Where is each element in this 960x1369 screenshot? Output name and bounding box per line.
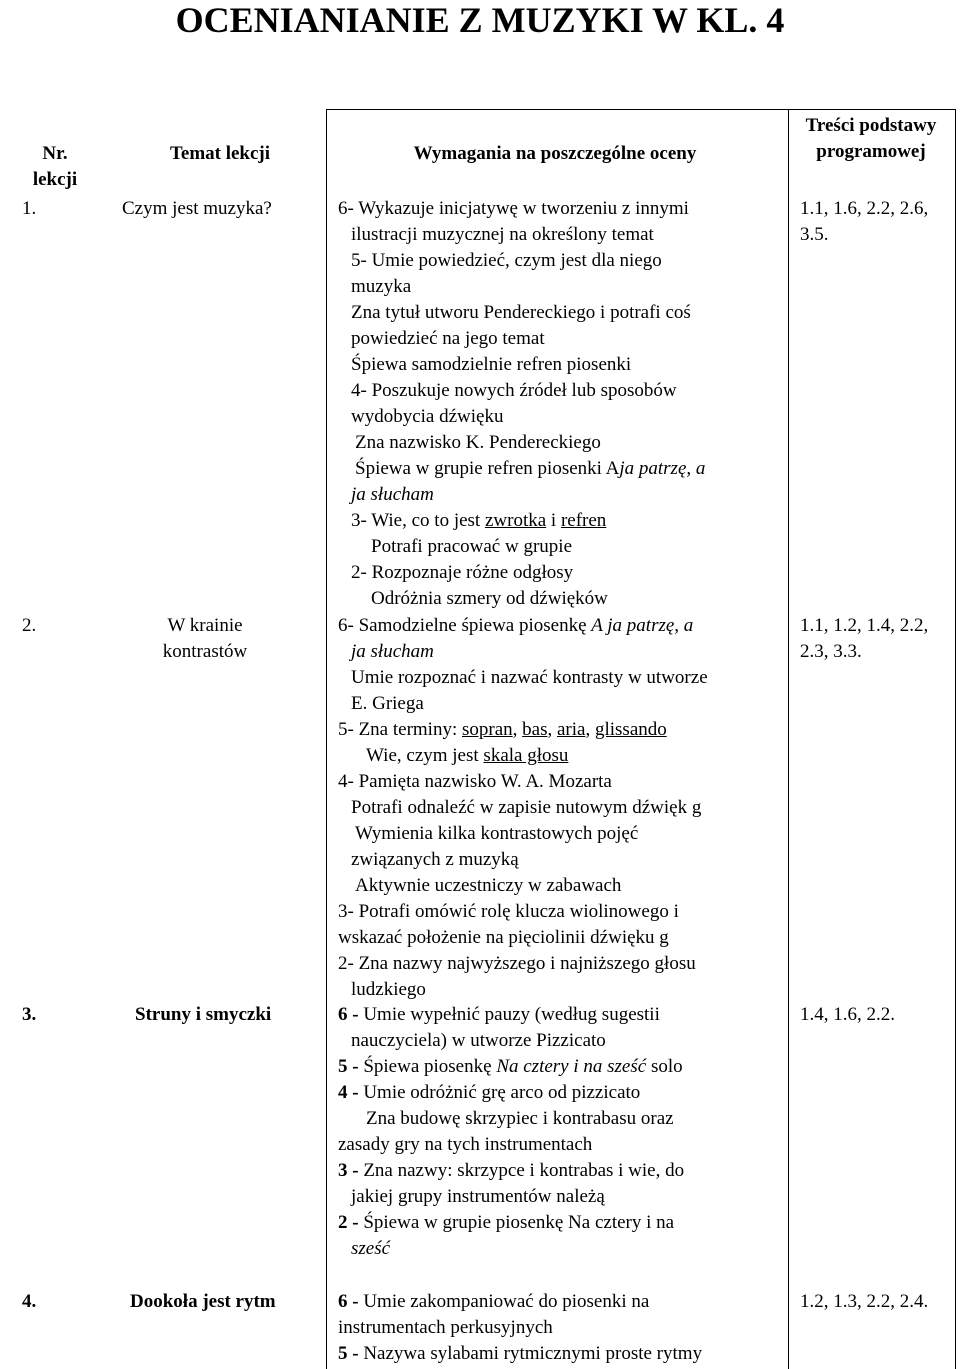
req-line: nauczyciela) w utworze Pizzicato [351, 1030, 606, 1051]
lesson-codes: 1.2, 1.3, 2.2, 2.4. [800, 1291, 929, 1312]
req-line [338, 639, 708, 665]
req-line: 6- Wykazuje inicjatywę w tworzeniu z innymi [338, 198, 689, 219]
song-title: sześć [351, 1238, 391, 1259]
req-text: Umie odróżnić grę arco od pizzicato [363, 1082, 641, 1103]
req-line [338, 1054, 684, 1080]
lesson-number: 4. [22, 1291, 37, 1312]
req-line: Zna budowę skrzypiec i kontrabasu oraz [366, 1108, 674, 1129]
req-line: jakiej grupy instrumentów należą [351, 1186, 605, 1207]
req-text: 6- Samodzielne śpiewa piosenkę [338, 615, 587, 636]
req-line [338, 1080, 684, 1106]
lesson-requirements [338, 1002, 684, 1262]
req-line [338, 1210, 684, 1236]
req-line: Zna tytuł utworu Pendereckiego i potrafi coś [351, 302, 691, 323]
song-title: Na cztery i na sześć [496, 1056, 647, 1077]
grade-label: 6 - [338, 1004, 359, 1025]
req-text: solo [650, 1056, 683, 1077]
song-title: ja słucham [351, 641, 434, 662]
req-line [338, 1289, 702, 1315]
lesson-topic: Czym jest muzyka? [122, 198, 272, 219]
req-line [338, 482, 705, 508]
song-title: ja słucham [351, 484, 434, 505]
req-line: Aktywnie uczestniczy w zabawach [355, 875, 622, 896]
req-line: Śpiewa samodzielnie refren piosenki [351, 354, 632, 375]
req-line: wskazać położenie na pięciolinii dźwięku g [338, 927, 669, 948]
req-line: 2- Zna nazwy najwyższego i najniższego głosu [338, 953, 696, 974]
page-title: OCENIANIANIE Z MUZYKI W KL. 4 [175, 0, 785, 40]
grade-label: 3 - [338, 1160, 359, 1181]
term: sopran [462, 719, 513, 740]
req-line [338, 508, 705, 534]
req-line [338, 456, 705, 482]
req-text: Nazywa sylabami rytmicznymi proste rytmy [363, 1343, 703, 1364]
req-line [338, 1236, 684, 1262]
req-line [338, 1341, 702, 1367]
lesson-topic: W krainie kontrastów [162, 615, 248, 662]
lesson-number: 3. [22, 1004, 37, 1025]
req-text: 5- Zna terminy: [338, 719, 458, 740]
req-line [338, 1002, 684, 1028]
req-line: E. Griega [351, 693, 424, 714]
header-temat: Temat lekcji [169, 143, 271, 164]
req-line: powiedzieć na jego temat [351, 328, 545, 349]
req-line: 4- Pamięta nazwisko W. A. Mozarta [338, 771, 612, 792]
lesson-requirements [338, 1289, 702, 1367]
lesson-number: 2. [22, 615, 37, 636]
req-text: 3- Wie, co to jest [351, 510, 481, 531]
req-line: 5- Umie powiedzieć, czym jest dla niego [351, 250, 662, 271]
req-line: ludzkiego [351, 979, 426, 1000]
column-divider [326, 109, 327, 1369]
req-line: wydobycia dźwięku [351, 406, 504, 427]
req-text: Śpiewa w grupie piosenkę Na cztery i na [363, 1212, 675, 1233]
lesson-codes: 1.4, 1.6, 2.2. [800, 1004, 895, 1025]
term: aria [556, 719, 586, 740]
term: zwrotka [484, 510, 547, 531]
req-line: 5- Zna terminy: sopran, bas, aria, glissando [338, 719, 667, 740]
req-text: Wie, czym jest [366, 745, 479, 766]
req-line: 3- Potrafi omówić rolę klucza wiolinowego i [338, 901, 679, 922]
req-line: ilustracji muzycznej na określony temat [351, 224, 654, 245]
req-line [338, 1158, 684, 1184]
req-text: Śpiewa piosenkę [363, 1056, 492, 1077]
req-line: 2- Rozpoznaje różne odgłosy [351, 562, 574, 583]
term: refren [560, 510, 607, 531]
song-title: A ja patrzę, a [591, 615, 694, 636]
req-line: muzyka [351, 276, 412, 297]
lesson-requirements [338, 196, 705, 612]
req-line: Potrafi pracować w grupie [371, 536, 573, 557]
header-nr: Nr. lekcji [32, 143, 78, 190]
grade-label: 2 - [338, 1212, 359, 1233]
grade-label: 6 - [338, 1291, 359, 1312]
header-tresci: Treści podstawy programowej [805, 115, 937, 162]
header-wymagania: Wymagania na poszczególne oceny [413, 143, 697, 164]
req-text: Śpiewa w grupie refren piosenki A [355, 458, 620, 479]
req-text: Zna nazwy: skrzypce i kontrabas i wie, do [363, 1160, 685, 1181]
lesson-topic: Struny i smyczki [135, 1004, 272, 1025]
column-divider [788, 109, 789, 1369]
grade-label: 5 - [338, 1343, 359, 1364]
lesson-requirements [338, 613, 708, 1003]
req-line: zasady gry na tych instrumentach [338, 1134, 593, 1155]
req-line: 4- Poszukuje nowych źródeł lub sposobów [351, 380, 677, 401]
grade-label: 4 - [338, 1082, 359, 1103]
req-line [338, 743, 708, 769]
req-text: Umie zakompaniować do piosenki na [363, 1291, 650, 1312]
song-title: ja patrzę, a [619, 458, 706, 479]
lesson-number: 1. [22, 198, 37, 219]
req-line: instrumentach perkusyjnych [338, 1317, 553, 1338]
req-line: Zna nazwisko K. Pendereckiego [355, 432, 601, 453]
req-line: Umie rozpoznać i nazwać kontrasty w utworze [351, 667, 708, 688]
grade-label: 5 - [338, 1056, 359, 1077]
lesson-codes: 1.1, 1.6, 2.2, 2.6, 3.5. [800, 198, 929, 245]
req-text: i [550, 510, 557, 531]
table-top-border [326, 109, 956, 110]
column-divider [955, 109, 956, 1369]
req-text: Umie wypełnić pauzy (według sugestii [363, 1004, 660, 1025]
req-line: Potrafi odnaleźć w zapisie nutowym dźwięk g [351, 797, 702, 818]
req-line: Odróżnia szmery od dźwięków [371, 588, 608, 609]
req-line: związanych z muzyką [351, 849, 519, 870]
term: skala głosu [483, 745, 569, 766]
lesson-topic: Dookoła jest rytm [130, 1291, 276, 1312]
req-line: Wymienia kilka kontrastowych pojęć [355, 823, 639, 844]
term: bas [522, 719, 548, 740]
req-line [338, 613, 708, 639]
lesson-codes: 1.1, 1.2, 1.4, 2.2, 2.3, 3.3. [800, 615, 929, 662]
term: glissando [594, 719, 667, 740]
